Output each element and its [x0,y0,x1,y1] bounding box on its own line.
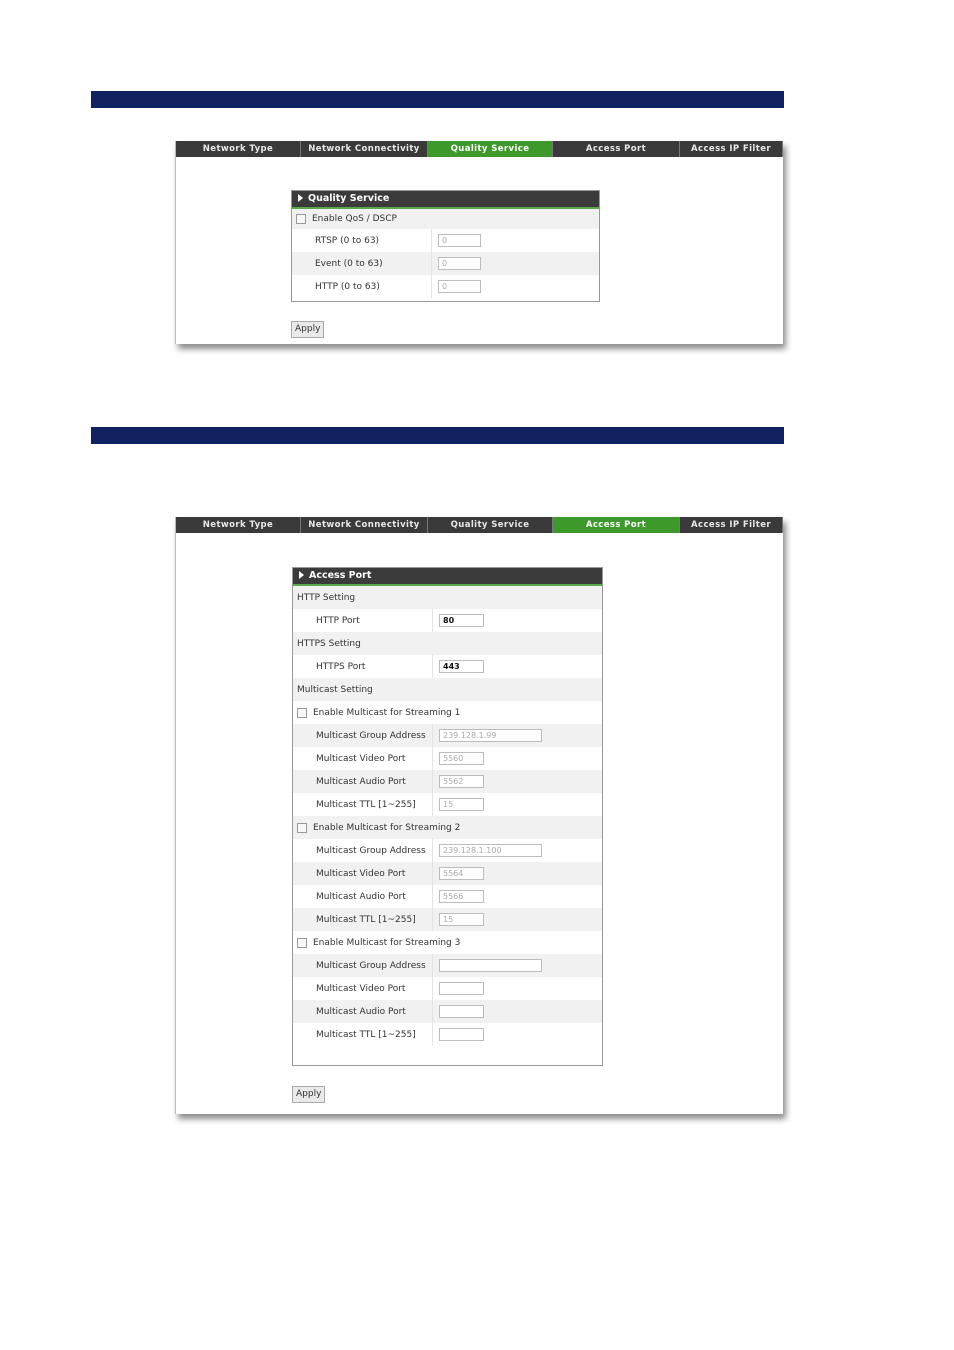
access-port-box [292,567,603,1066]
http-port-label: HTTP Port [293,609,433,632]
stream3-audio-row [293,1000,602,1023]
stream3-enable-label: Enable Multicast for Streaming 3 [313,937,461,948]
stream1-audio-label: Multicast Audio Port [293,770,433,793]
stream2-audio-input[interactable]: 5566 [439,890,484,903]
stream2-enable-label: Enable Multicast for Streaming 2 [313,822,461,833]
https-setting-label: HTTPS Setting [297,638,361,649]
tab-quality-service[interactable]: Quality Service [428,141,553,157]
stream2-enable-checkbox[interactable] [297,823,307,833]
qos-event-label: Event (0 to 63) [292,252,432,275]
stream1-group-label: Multicast Group Address [293,724,433,747]
stream3-group-label: Multicast Group Address [293,954,433,977]
qos-box [291,190,600,302]
stream3-group-input[interactable] [439,959,542,972]
https-port-input[interactable]: 443 [439,660,484,673]
qos-rtsp-row [292,229,599,252]
stream2-ttl-label: Multicast TTL [1~255] [293,908,433,931]
stream3-ttl-input[interactable] [439,1028,484,1041]
stream2-video-row [293,862,602,885]
stream1-video-row [293,747,602,770]
stream1-ttl-label: Multicast TTL [1~255] [293,793,433,816]
access-port-box-header [293,568,602,586]
http-port-row [293,609,602,632]
stream1-video-label: Multicast Video Port [293,747,433,770]
stream2-group-label: Multicast Group Address [293,839,433,862]
https-port-row [293,655,602,678]
multicast-setting-label: Multicast Setting [297,684,373,695]
stream3-ttl-row [293,1023,602,1046]
stream2-group-input[interactable]: 239.128.1.100 [439,844,542,857]
tab-network-connectivity[interactable]: Network Connectivity [301,141,428,157]
stream1-video-input[interactable]: 5560 [439,752,484,765]
stream1-audio-input[interactable]: 5562 [439,775,484,788]
http-port-input[interactable]: 80 [439,614,484,627]
qos-panel [175,141,783,344]
stream3-video-row [293,977,602,1000]
qos-event-row [292,252,599,275]
stream2-audio-row [293,885,602,908]
https-port-label: HTTPS Port [293,655,433,678]
qos-title: Quality Service [308,193,390,204]
access-port-panel [175,517,783,1114]
qos-enable-label: Enable QoS / DSCP [312,214,397,224]
qos-http-row [292,275,599,298]
stream1-enable-checkbox[interactable] [297,708,307,718]
expand-triangle-icon [299,571,304,579]
stream3-video-input[interactable] [439,982,484,995]
stream3-ttl-label: Multicast TTL [1~255] [293,1023,433,1046]
qos-http-label: HTTP (0 to 63) [292,275,432,298]
qos-event-input[interactable]: 0 [438,257,481,270]
qos-http-input[interactable]: 0 [438,280,481,293]
stream2-group-row [293,839,602,862]
access-port-apply-button[interactable]: Apply [292,1086,325,1103]
stream2-audio-label: Multicast Audio Port [293,885,433,908]
qos-rtsp-label: RTSP (0 to 63) [292,229,432,252]
stream3-audio-label: Multicast Audio Port [293,1000,433,1023]
stream1-group-input[interactable]: 239.128.1.99 [439,729,542,742]
stream3-video-label: Multicast Video Port [293,977,433,1000]
tab-access-port[interactable]: Access Port [553,517,680,533]
tab-network-type[interactable]: Network Type [176,517,301,533]
multicast-setting-row [293,678,602,701]
qos-apply-button[interactable]: Apply [291,321,324,338]
qos-rtsp-input[interactable]: 0 [438,234,481,247]
stream1-ttl-input[interactable]: 15 [439,798,484,811]
stream2-video-label: Multicast Video Port [293,862,433,885]
access-port-title: Access Port [309,570,372,581]
tab-bar [176,141,783,157]
stream3-group-row [293,954,602,977]
http-setting-row [293,586,602,609]
qos-enable-checkbox[interactable] [296,214,306,224]
stream1-group-row [293,724,602,747]
stream3-enable-row [293,931,602,954]
tab-access-ip-filter[interactable]: Access IP Filter [680,517,783,533]
https-setting-row [293,632,602,655]
tab-quality-service[interactable]: Quality Service [428,517,553,533]
tab-access-ip-filter[interactable]: Access IP Filter [680,141,783,157]
stream2-video-input[interactable]: 5564 [439,867,484,880]
stream2-ttl-input[interactable]: 15 [439,913,484,926]
stream1-audio-row [293,770,602,793]
section-header-band-1 [91,91,784,108]
stream3-enable-checkbox[interactable] [297,938,307,948]
stream2-ttl-row [293,908,602,931]
expand-triangle-icon [298,194,303,202]
stream3-audio-input[interactable] [439,1005,484,1018]
qos-enable-row [292,209,599,229]
qos-box-header [292,191,599,209]
stream1-enable-label: Enable Multicast for Streaming 1 [313,707,461,718]
stream1-ttl-row [293,793,602,816]
stream1-enable-row [293,701,602,724]
tab-network-connectivity[interactable]: Network Connectivity [301,517,428,533]
tab-access-port[interactable]: Access Port [553,141,680,157]
tab-network-type[interactable]: Network Type [176,141,301,157]
section-header-band-2 [91,427,784,444]
http-setting-label: HTTP Setting [297,592,356,603]
stream2-enable-row [293,816,602,839]
tab-bar [176,517,783,533]
